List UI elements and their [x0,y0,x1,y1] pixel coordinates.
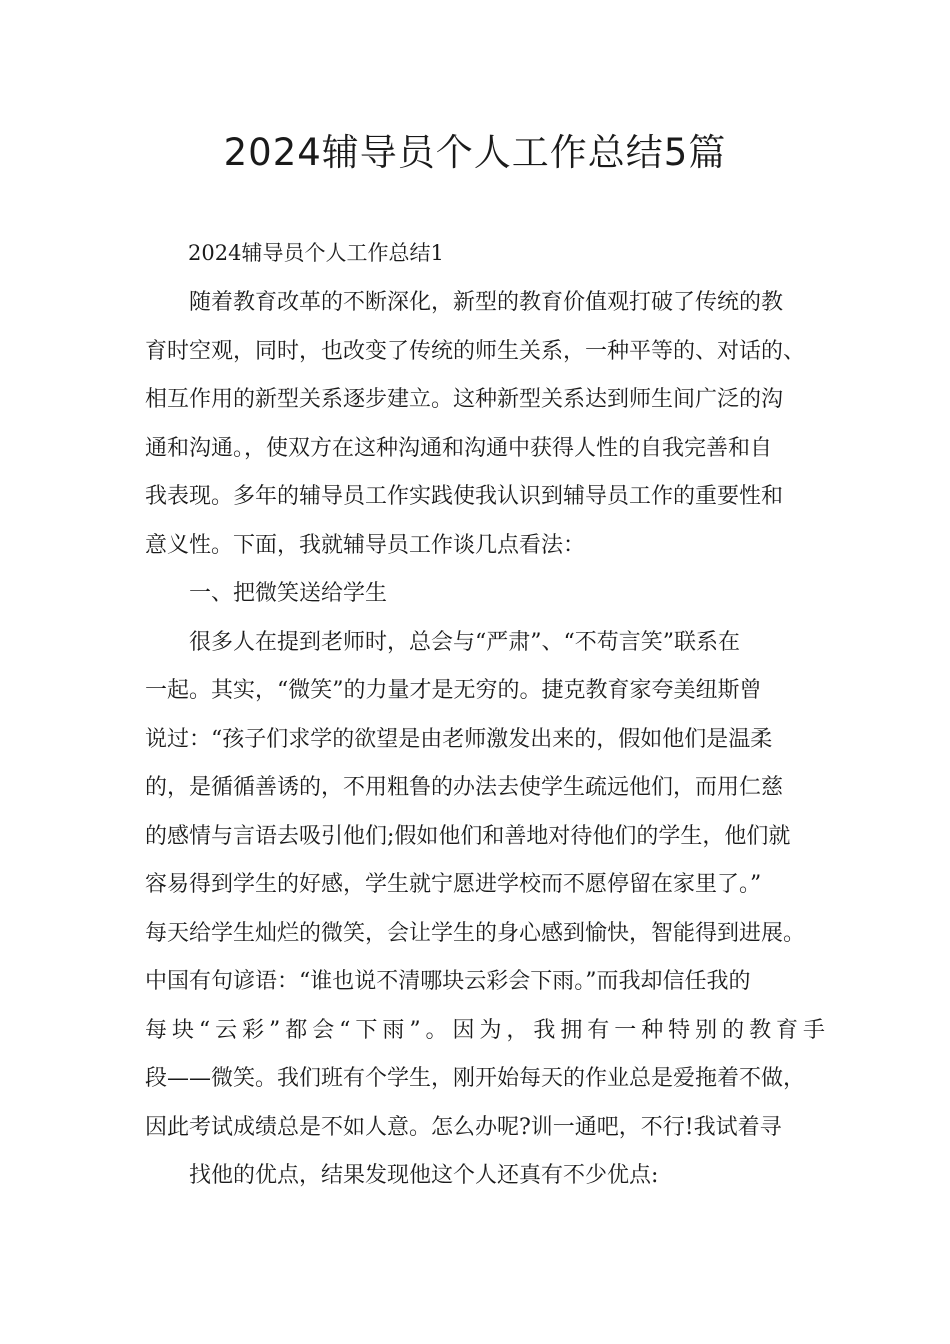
body-line: 说过：“孩子们求学的欲望是由老师激发出来的，假如他们是温柔 [145,726,773,752]
body-line: 中国有句谚语：“谁也说不清哪块云彩会下雨。”而我却信任我的 [145,969,751,994]
body-line: 每块“云彩”都会“下雨”。因为，我拥有一种特别的教育手 [145,1017,825,1043]
body-line: 随着教育改革的不断深化，新型的教育价值观打破了传统的教 [189,290,784,315]
section-subtitle: 2024辅导员个人工作总结1 [188,241,444,265]
body-line: 我表现。多年的辅导员工作实践使我认识到辅导员工作的重要性和 [145,484,784,509]
document-body [145,283,825,1205]
body-line: 找他的优点，结果发现他这个人还真有不少优点: [189,1163,659,1188]
document-title: 2024辅导员个人工作总结5篇 [223,131,727,174]
body-line: 意义性。下面，我就辅导员工作谈几点看法： [145,532,586,558]
body-line: 通和沟通。，使双方在这种沟通和沟通中获得人性的自我完善和自 [145,435,773,461]
body-line: 一起。其实，“微笑”的力量才是无穷的。捷克教育家夸美纽斯曾 [145,678,762,703]
body-line: 段——微笑。我们班有个学生，刚开始每天的作业总是爱拖着不做， [145,1066,806,1091]
body-line: 相互作用的新型关系逐步建立。这种新型关系达到师生间广泛的沟 [145,387,784,412]
body-line: 育时空观，同时，也改变了传统的师生关系，一种平等的、对话的、 [145,338,806,364]
body-line: 因此考试成绩总是不如人意。怎么办呢?训一通吧，不行!我试着寻 [145,1114,782,1140]
body-line: 很多人在提到老师时，总会与“严肃”、“不苟言笑”联系在 [189,629,740,655]
body-line: 每天给学生灿烂的微笑，会让学生的身心感到愉快，智能得到进展。 [145,920,806,946]
section-heading: 一、把微笑送给学生 [189,581,388,606]
body-line: 的感情与言语去吸引他们;假如他们和善地对待他们的学生，他们就 [145,823,791,849]
body-line: 的，是循循善诱的，不用粗鲁的办法去使学生疏远他们，而用仁慈 [145,775,784,800]
body-line: 容易得到学生的好感，学生就宁愿进学校而不愿停留在家里了。” [145,872,762,897]
